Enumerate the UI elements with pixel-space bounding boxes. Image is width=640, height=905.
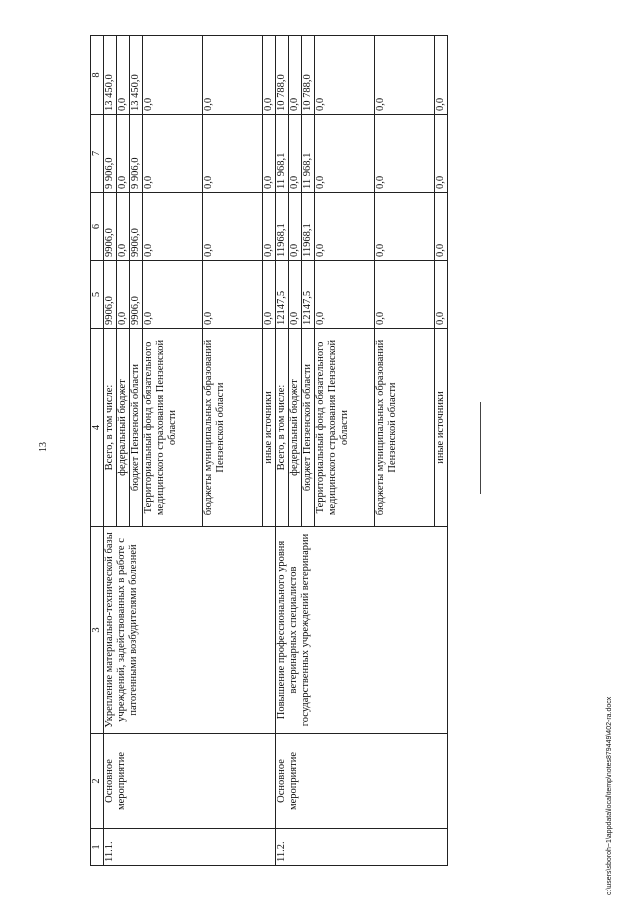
value-col7: 0,0 [117, 115, 130, 193]
value-col8: 13 450,0 [130, 36, 143, 115]
value-col5: 0,0 [117, 261, 130, 329]
value-col7: 0,0 [435, 115, 448, 193]
value-col7: 11 968,1 [302, 115, 315, 193]
value-col5: 0,0 [375, 261, 435, 329]
table-row [104, 36, 117, 866]
item-number: 11.2. [276, 829, 448, 866]
value-col5: 12147,5 [276, 261, 289, 329]
source-label: федеральный бюджет [117, 329, 130, 527]
source-label: федеральный бюджет [289, 329, 302, 527]
source-label: Всего, в том числе: [104, 329, 117, 527]
source-label: бюджеты муниципальных образований Пензенской области [203, 329, 263, 527]
separator-rule [480, 402, 481, 494]
value-col7: 0,0 [263, 115, 276, 193]
value-col8: 10 788,0 [276, 36, 289, 115]
value-col5: 9906,0 [104, 261, 117, 329]
value-col6: 0,0 [203, 193, 263, 261]
source-label: бюджет Пензенской области [130, 329, 143, 527]
file-path-footer: c:\users\sboroh~1\appdata\local\temp\notes879449\402-ra.docx [606, 696, 613, 895]
value-col6: 9906,0 [104, 193, 117, 261]
header-cell: 8 [91, 36, 104, 115]
value-col5: 0,0 [289, 261, 302, 329]
value-col7: 0,0 [289, 115, 302, 193]
value-col7: 0,0 [315, 115, 375, 193]
value-col6: 0,0 [375, 193, 435, 261]
header-cell: 3 [91, 527, 104, 734]
value-col6: 0,0 [117, 193, 130, 261]
value-col7: 0,0 [143, 115, 203, 193]
value-col8: 0,0 [435, 36, 448, 115]
item-type: Основное мероприятие [276, 734, 448, 829]
rotated-table-wrapper [90, 36, 446, 866]
value-col6: 11968,1 [302, 193, 315, 261]
value-col7: 11 968,1 [276, 115, 289, 193]
header-row [91, 36, 104, 866]
item-type: Основное мероприятие [104, 734, 276, 829]
value-col8: 13 450,0 [104, 36, 117, 115]
value-col8: 10 788,0 [302, 36, 315, 115]
header-cell: 6 [91, 193, 104, 261]
header-cell: 2 [91, 734, 104, 829]
value-col6: 0,0 [435, 193, 448, 261]
value-col8: 0,0 [143, 36, 203, 115]
value-col8: 0,0 [117, 36, 130, 115]
header-cell: 7 [91, 115, 104, 193]
source-label: иные источники [435, 329, 448, 527]
value-col5: 0,0 [315, 261, 375, 329]
value-col7: 0,0 [375, 115, 435, 193]
program-table [90, 35, 448, 866]
header-cell: 1 [91, 829, 104, 866]
value-col8: 0,0 [289, 36, 302, 115]
source-label: Территориальный фонд обязательного медицинского страхования Пензенской области [315, 329, 375, 527]
value-col6: 11968,1 [276, 193, 289, 261]
value-col5: 0,0 [435, 261, 448, 329]
value-col6: 0,0 [143, 193, 203, 261]
value-col5: 0,0 [203, 261, 263, 329]
value-col6: 9906,0 [130, 193, 143, 261]
value-col6: 0,0 [289, 193, 302, 261]
header-cell: 5 [91, 261, 104, 329]
value-col7: 9 906,0 [130, 115, 143, 193]
source-label: бюджеты муниципальных образований Пензенской области [375, 329, 435, 527]
value-col6: 0,0 [263, 193, 276, 261]
page-number: 13 [38, 442, 49, 452]
value-col5: 0,0 [263, 261, 276, 329]
value-col6: 0,0 [315, 193, 375, 261]
item-number: 11.1. [104, 829, 276, 866]
source-label: Всего, в том числе: [276, 329, 289, 527]
source-label: иные источники [263, 329, 276, 527]
item-name: Укрепление материально-технической базы учреждений, задействованных в работе с патогенными возбудителями болезней [104, 527, 276, 734]
item-name: Повышение профессионального уровня ветеринарных специалистов государственных учреждений ветеринарии [276, 527, 448, 734]
value-col8: 0,0 [315, 36, 375, 115]
source-label: Территориальный фонд обязательного медицинского страхования Пензенской области [143, 329, 203, 527]
header-cell: 4 [91, 329, 104, 527]
value-col8: 0,0 [263, 36, 276, 115]
value-col8: 0,0 [203, 36, 263, 115]
value-col7: 9 906,0 [104, 115, 117, 193]
table-row [276, 36, 289, 866]
source-label: бюджет Пензенской области [302, 329, 315, 527]
value-col8: 0,0 [375, 36, 435, 115]
value-col5: 12147,5 [302, 261, 315, 329]
value-col5: 9906,0 [130, 261, 143, 329]
value-col5: 0,0 [143, 261, 203, 329]
value-col7: 0,0 [203, 115, 263, 193]
